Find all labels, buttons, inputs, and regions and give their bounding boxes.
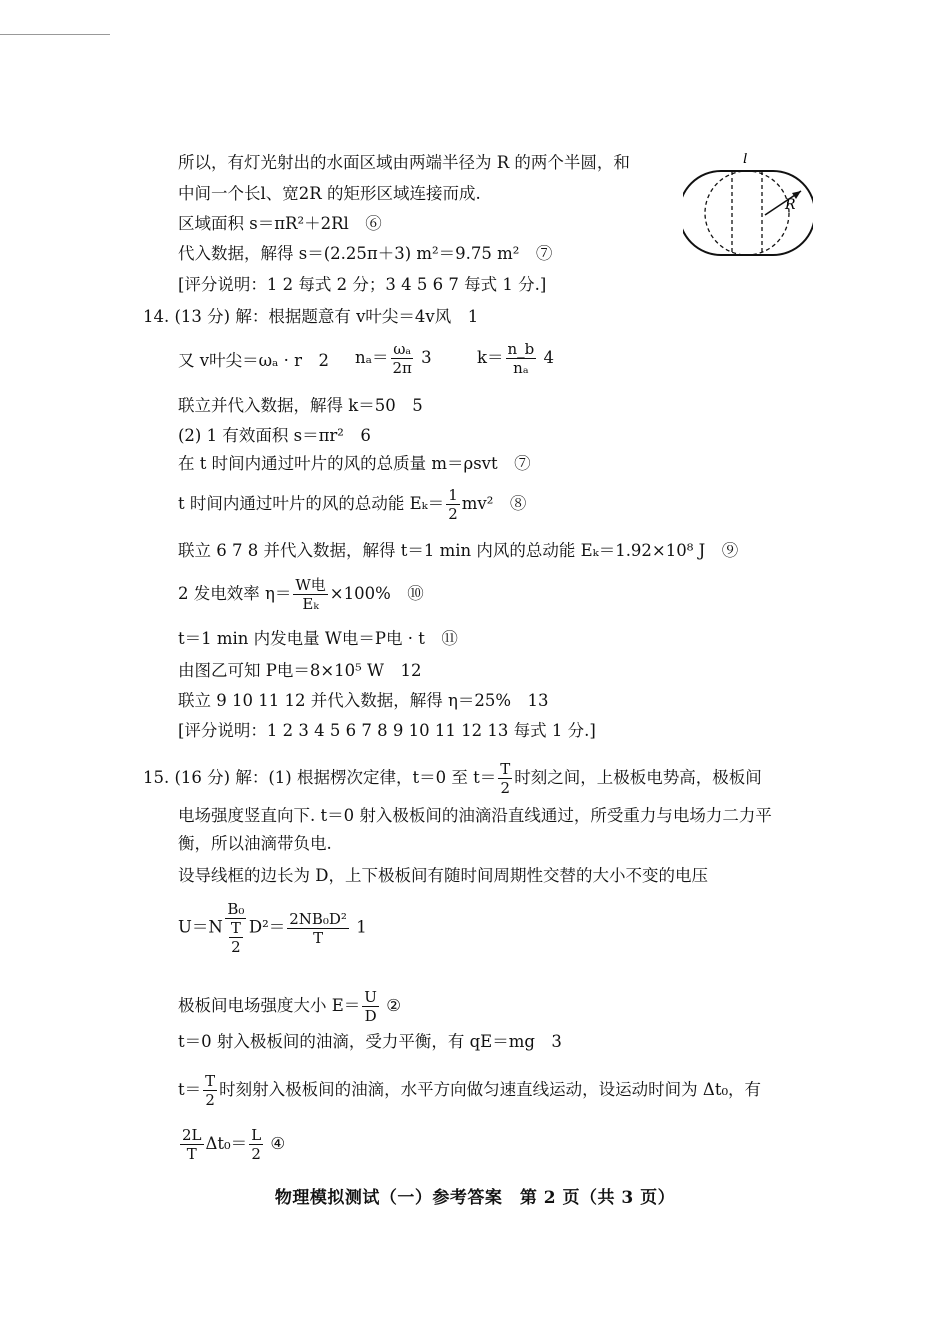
fraction-num: 1 [448,486,458,504]
fraction-den: T [313,928,324,947]
fraction-num: B₀ [227,900,245,918]
text-line-7 [178,350,329,372]
text-line-8: 联立并代入数据，解得 k＝50 5 [178,396,423,415]
fraction-den: 2 [231,938,241,956]
problem-15-header [143,760,762,797]
eq-na-lhs: nₐ＝ [355,348,389,367]
equation-mark: 3 [421,348,432,367]
fraction-den: 2 [448,505,458,523]
eq-ek-lhs: t 时间内通过叶片的风的总动能 Eₖ＝ [178,494,445,513]
eq-t-lhs: t＝ [178,1080,202,1099]
eq-na [355,340,432,377]
fraction-num: ωₐ [393,340,412,358]
page-footer: 物理模拟测试（一）参考答案 第 2 页（共 3 页） [274,1188,676,1208]
text-line-3: 区域面积 s＝πR²＋2Rl ⑥ [178,214,382,233]
fraction-u-over-d [362,988,379,1025]
figure-label-l: l [743,153,748,167]
fraction-num: L [251,1126,262,1144]
eq-u-mid: D²＝ [248,917,286,937]
problem-15-intro: 15. (16 分) 解：(1) 根据楞次定律，t＝0 至 t＝ [143,768,497,787]
text-line-13 [178,576,424,613]
scan-edge-line [0,34,110,35]
eq-eta-rhs: ×100% ⑩ [329,584,424,603]
fraction-den: 2 [251,1145,261,1163]
text-line-16: 联立 9 10 11 12 并代入数据，解得 η＝25% 13 [178,691,549,710]
text-line-15: 由图乙可知 P电＝8×10⁵ W 12 [178,661,422,680]
fraction-num: T [205,1072,216,1090]
fraction-2l-over-t [180,1126,204,1163]
fraction-den [225,919,247,956]
fraction-b0-over-t2 [225,900,247,956]
fraction-den: 2 [205,1091,215,1109]
text-line-19: 电场强度竖直向下. t＝0 射入极板间的油滴沿直线通过，所受重力与电场力二力平 [178,806,772,825]
fraction-num: 2NB₀D² [289,909,347,928]
text-line-4: 代入数据，解得 s＝(2.25π＋3) m²＝9.75 m² ⑦ [178,244,553,263]
eq-voltage [178,900,367,956]
fraction-num: T [230,919,241,937]
fraction-k [506,340,537,377]
fraction-num: U [364,988,377,1006]
eq-e-lhs: 极板间电场强度大小 E＝ [178,996,361,1015]
fraction-na [391,340,414,377]
fraction-den: nₐ [513,359,529,377]
equation-mark: ④ [270,1134,286,1153]
fraction-den: 2π [392,359,412,377]
fraction-eta [293,576,327,613]
fraction-num: W电 [295,576,326,594]
text-line-24: t＝0 射入极板间的油滴，受力平衡，有 qE＝mg 3 [178,1032,562,1051]
scoring-note-13: [评分说明：1 2 每式 2 分；3 4 5 6 7 每式 1 分.] [178,275,547,294]
fraction-half [446,486,460,523]
eq-u-lhs: U＝N [178,917,223,937]
text-line-25 [178,1072,761,1109]
fraction-t-half [498,760,512,797]
text-line-20: 衡，所以油滴带负电. [178,834,332,853]
eq-ek-rhs: mv² ⑧ [461,494,527,513]
text-line-10: 在 t 时间内通过叶片的风的总质量 m＝ρsvt ⑦ [178,454,531,473]
text-line-25-cont: 时刻射入极板间的油滴，水平方向做匀速直线运动，设运动时间为 Δt₀，有 [219,1080,762,1099]
fraction-den: 2 [500,779,510,797]
eq-k-lhs: k＝ [477,348,504,367]
problem-15-intro-cont: 时刻之间，上极板电势高，极板间 [514,768,762,787]
problem-14-header: 14. (13 分) 解：根据题意有 v叶尖＝4v风 1 [143,307,479,326]
fraction-num: T [500,760,511,778]
fraction-t-half-inner [229,919,243,956]
text-line-11 [178,486,526,523]
eq-delta-t: Δt₀＝ [205,1134,248,1153]
text-line-21: 设导线框的边长为 D，上下极板间有随时间周期性交替的大小不变的电压 [178,866,708,885]
scoring-note-14: [评分说明：1 2 3 4 5 6 7 8 9 10 11 12 13 每式 1 分.] [178,721,596,740]
eq-v-tip: 又 v叶尖＝ωₐ · r 2 [178,351,330,370]
equation-mark: ② [386,996,401,1015]
fraction-voltage [287,910,349,947]
eq-time [178,1126,285,1163]
region-diagram [683,153,813,268]
fraction-t-half-2 [203,1072,217,1109]
eq-k [477,340,554,377]
eq-field [178,988,401,1025]
fraction-den: D [364,1007,377,1025]
equation-mark: 4 [543,348,555,367]
fraction-num: n_b [507,340,535,358]
fraction-l-half [249,1126,263,1163]
fraction-num: 2L [182,1126,202,1144]
equation-mark: 1 [356,917,367,937]
eq-eta-lhs: 2 发电效率 η＝ [178,584,292,603]
text-line-9: (2) 1 有效面积 s＝πr² 6 [178,426,371,445]
fraction-den: Eₖ [302,595,319,613]
text-line-1: 所以，有灯光射出的水面区域由两端半径为 R 的两个半圆，和 [178,153,630,172]
fraction-den: T [186,1145,197,1163]
figure-label-R: R [785,197,796,213]
text-line-2: 中间一个长l、宽2R 的矩形区域连接而成. [178,184,481,203]
text-line-12: 联立 6 7 8 并代入数据，解得 t＝1 min 内风的总动能 Eₖ＝1.92×10⁸ J ⑨ [178,541,739,560]
text-line-14: t＝1 min 内发电量 W电＝P电 · t ⑪ [178,629,458,648]
